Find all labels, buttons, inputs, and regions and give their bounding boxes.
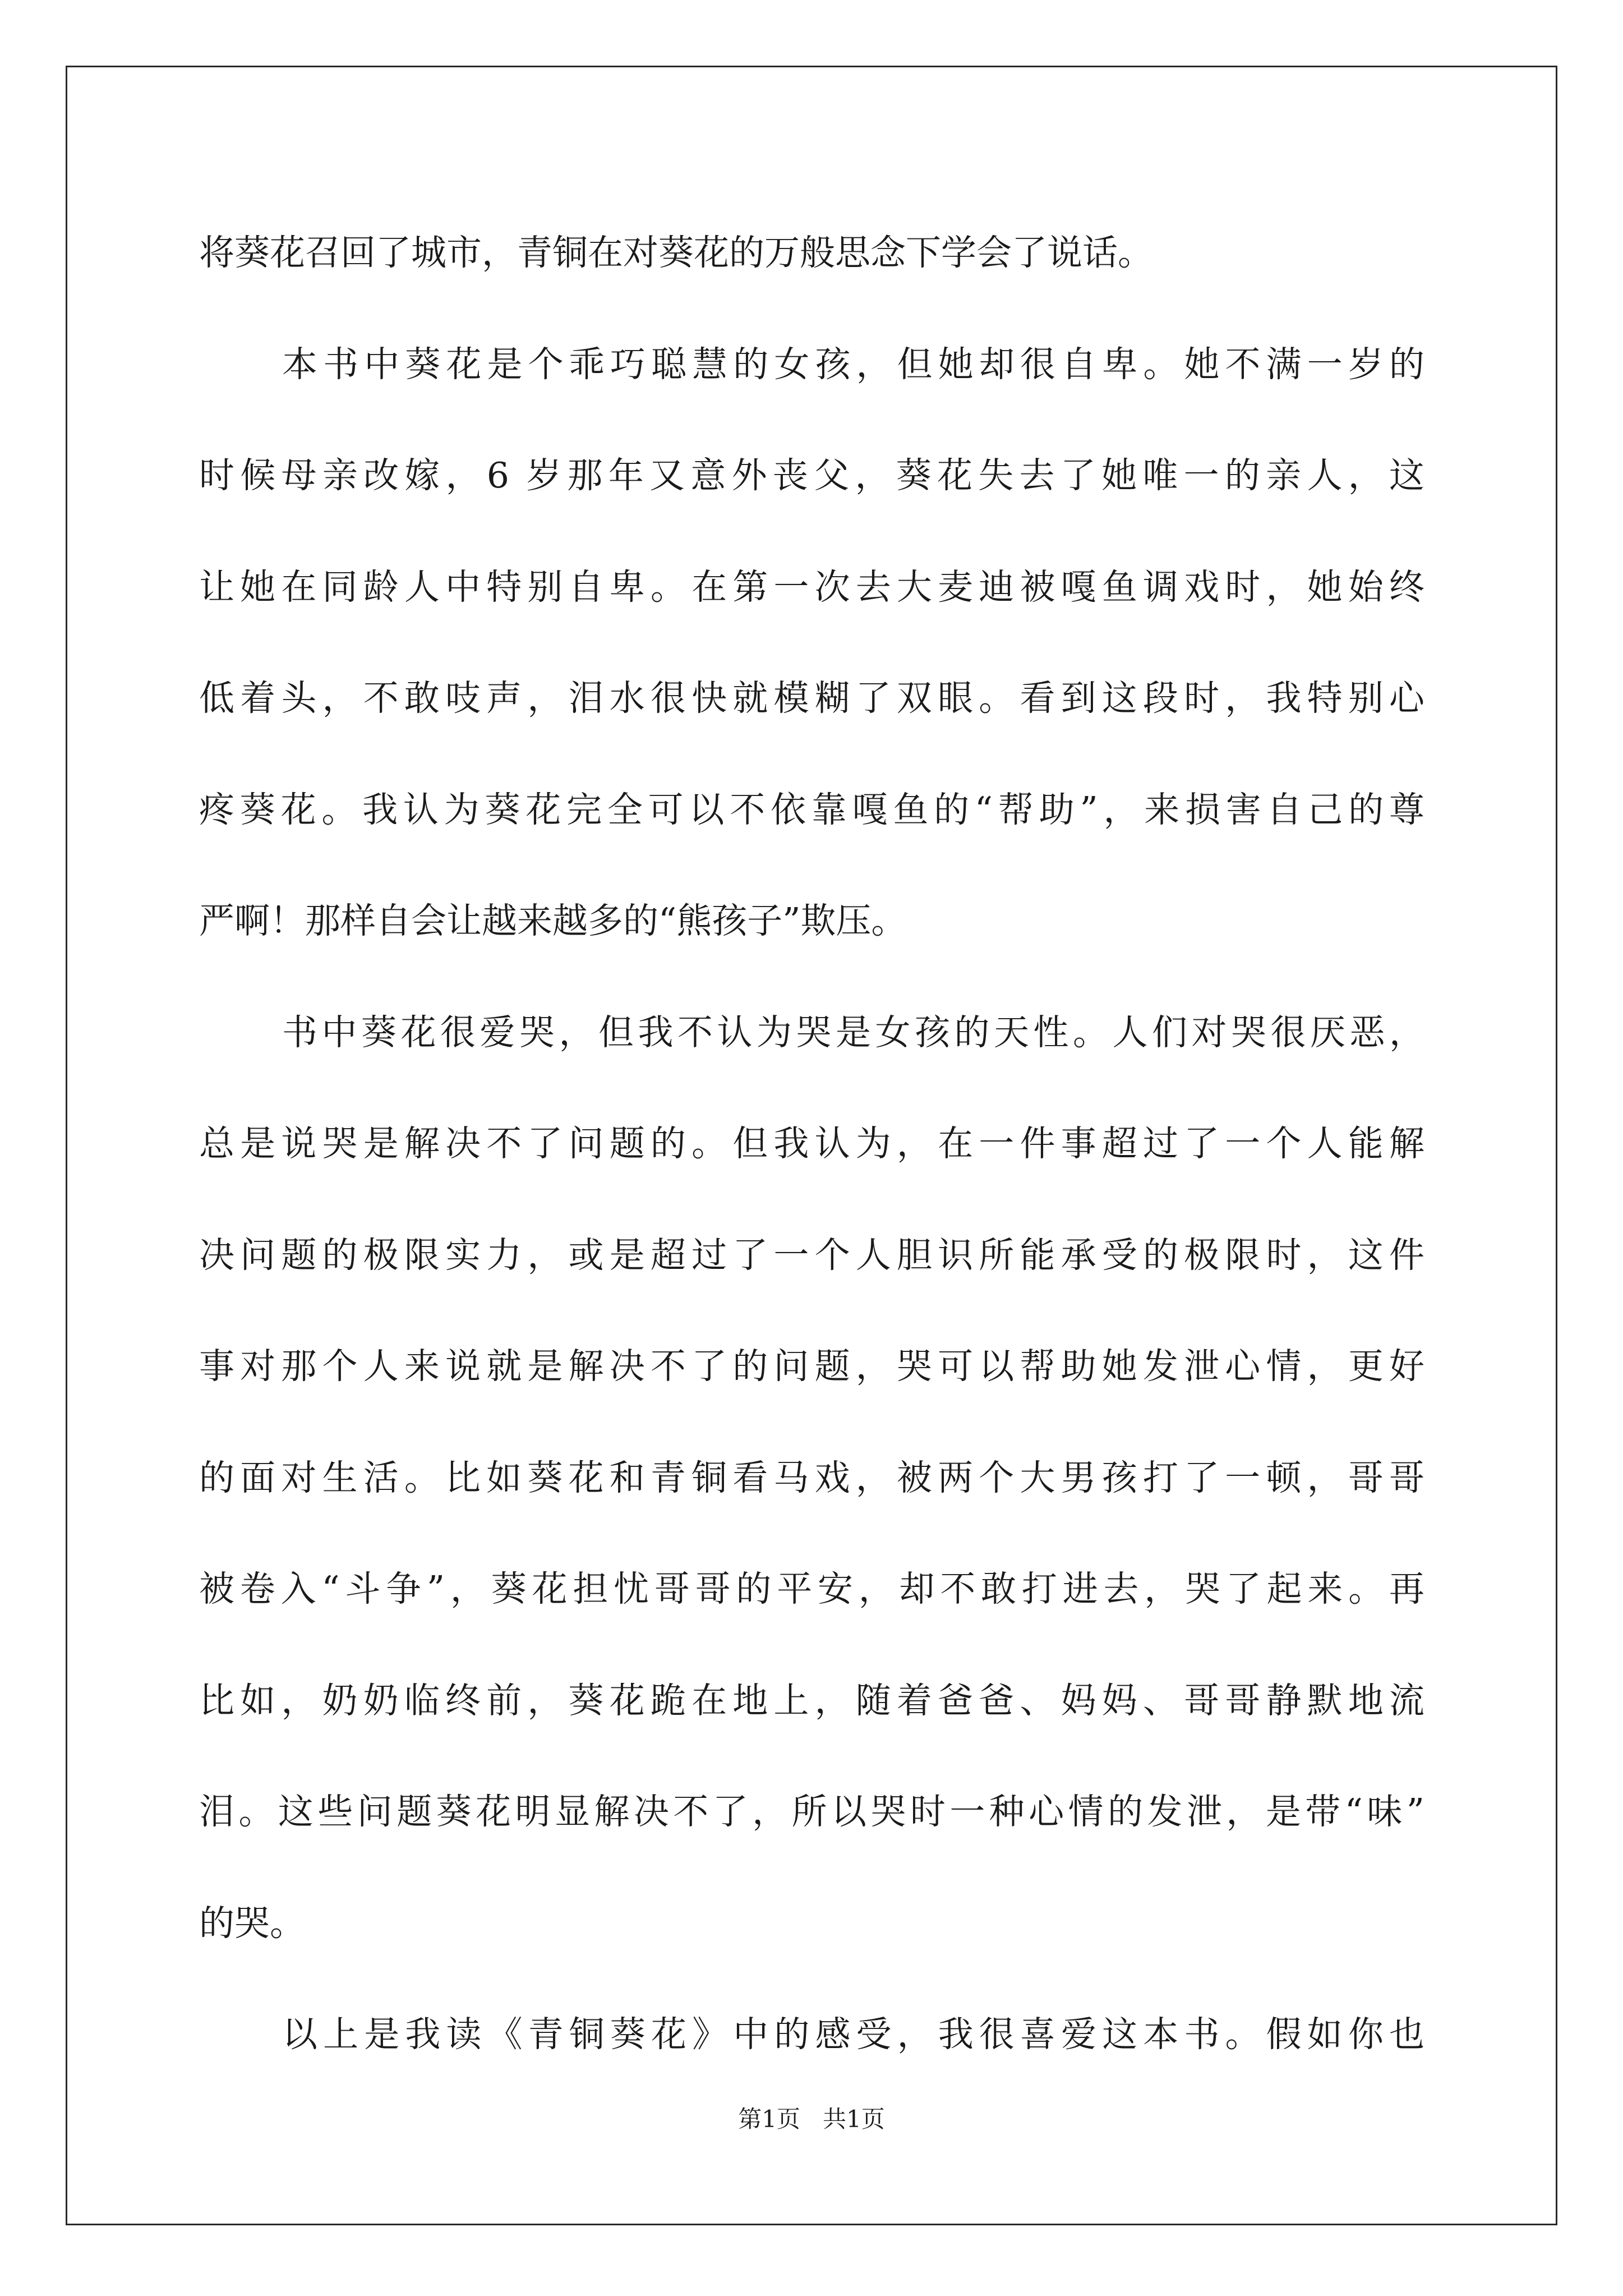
text-line: 泪。这些问题葵花明显解决不了，所以哭时一种心情的发泄，是带“味”	[199, 1791, 1424, 1832]
text-line: 严啊！那样自会让越来越多的“熊孩子”欺压。	[199, 900, 907, 941]
text-line: 以上是我读《青铜葵花》中的感受，我很喜爱这本书。假如你也	[282, 2014, 1424, 2055]
text-line: 的哭。	[199, 1902, 305, 1944]
text-line: 事对那个人来说就是解决不了的问题，哭可以帮助她发泄心情，更好	[199, 1346, 1424, 1387]
document-body	[199, 197, 1424, 2091]
text-line: 将葵花召回了城市，青铜在对葵花的万般思念下学会了说话。	[199, 232, 1153, 273]
text-line: 时候母亲改嫁，6 岁那年又意外丧父，葵花失去了她唯一的亲人，这	[199, 455, 1424, 496]
text-line: 低着头，不敢吱声，泪水很快就模糊了双眼。看到这段时，我特别心	[199, 678, 1424, 719]
text-line: 被卷入“斗争”，葵花担忧哥哥的平安，却不敢打进去，哭了起来。再	[199, 1568, 1424, 1609]
page-footer: 第1页 共1页	[738, 2105, 885, 2133]
text-line: 总是说哭是解决不了问题的。但我认为，在一件事超过了一个人能解	[199, 1123, 1424, 1164]
text-line: 疼葵花。我认为葵花完全可以不依靠嘎鱼的“帮助”，来损害自己的尊	[199, 789, 1424, 830]
text-line: 本书中葵花是个乖巧聪慧的女孩，但她却很自卑。她不满一岁的	[282, 343, 1424, 385]
text-line: 决问题的极限实力，或是超过了一个人胆识所能承受的极限时，这件	[199, 1234, 1424, 1276]
text-line: 让她在同龄人中特别自卑。在第一次去大麦迪被嘎鱼调戏时，她始终	[199, 566, 1424, 608]
text-line: 书中葵花很爱哭，但我不认为哭是女孩的天性。人们对哭很厌恶，	[282, 1011, 1424, 1053]
text-line: 比如，奶奶临终前，葵花跪在地上，随着爸爸、妈妈、哥哥静默地流	[199, 1680, 1424, 1721]
text-line: 的面对生活。比如葵花和青铜看马戏，被两个大男孩打了一顿，哥哥	[199, 1457, 1424, 1498]
